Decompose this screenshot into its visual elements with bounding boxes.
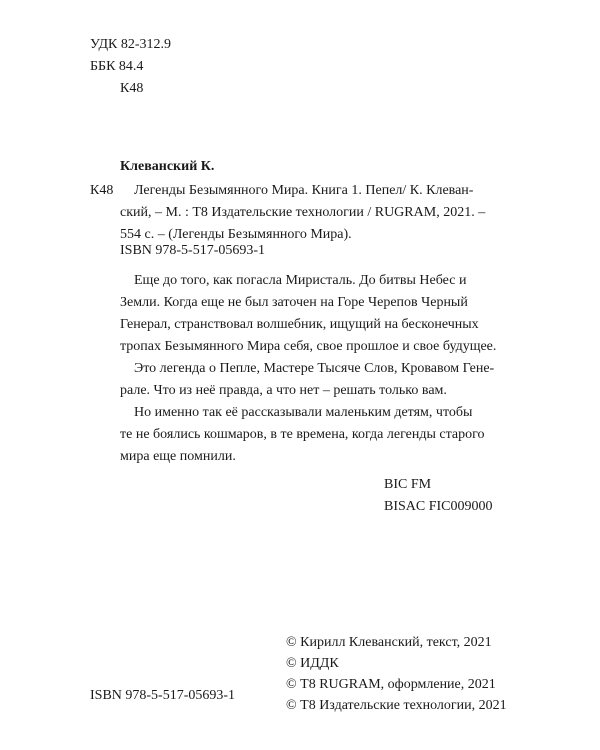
annotation-line: те не боялись кошмаров, в те времена, когда легенды старого <box>120 427 485 442</box>
copyright-line: © Т8 Издательские технологии, 2021 <box>286 698 507 713</box>
copyright-block <box>286 632 507 716</box>
description-line: ский, – М. : Т8 Издательские технологии / RUGRAM, 2021. – <box>120 205 486 220</box>
copyright-line: © Т8 RUGRAM, оформление, 2021 <box>286 677 496 692</box>
annotation-paragraph-2 <box>120 358 500 402</box>
annotation-line: Но именно так её рассказывали маленьким детям, чтобы <box>134 405 473 420</box>
udk-code: УДК 82-312.9 <box>90 37 172 52</box>
bbk-code: ББК 84.4 <box>90 59 144 74</box>
bic-code: BIC FM <box>384 477 432 492</box>
annotation-line: мира еще помнили. <box>120 449 236 464</box>
description-line: Легенды Безымянного Мира. Книга 1. Пепел/ К. Клеван- <box>134 183 474 198</box>
isbn-footer: ISBN 978-5-517-05693-1 <box>90 688 236 703</box>
annotation-paragraph-1 <box>120 270 500 358</box>
annotation-line: Земли. Когда еще не был заточен на Горе Черепов Черный <box>120 295 468 310</box>
annotation-line: тропах Безымянного Мира себя, свое прошлое и свое будущее. <box>120 339 497 354</box>
annotation-line: рале. Что из неё правда, а что нет – решать только вам. <box>120 383 447 398</box>
annotation-paragraph-3 <box>120 402 500 468</box>
copyright-line: © Кирилл Клеванский, текст, 2021 <box>286 635 492 650</box>
bibliographic-description <box>120 180 500 246</box>
annotation-line: Это легенда о Пепле, Мастере Тысяче Слов, Кровавом Гене- <box>134 361 495 376</box>
annotation-line: Еще до того, как погасла Миристаль. До битвы Небес и <box>134 273 467 288</box>
description-line: 554 с. – (Легенды Безымянного Мира). <box>120 227 352 242</box>
author-mark-side: К48 <box>90 183 114 198</box>
author-heading: Клеванский К. <box>120 159 215 174</box>
annotation-line: Генерал, странствовал волшебник, ищущий на бесконечных <box>120 317 479 332</box>
copyright-line: © ИДДК <box>286 656 339 671</box>
author-mark-top: К48 <box>120 81 144 96</box>
bisac-code: BISAC FIC009000 <box>384 499 493 514</box>
isbn-main: ISBN 978-5-517-05693-1 <box>120 243 266 258</box>
